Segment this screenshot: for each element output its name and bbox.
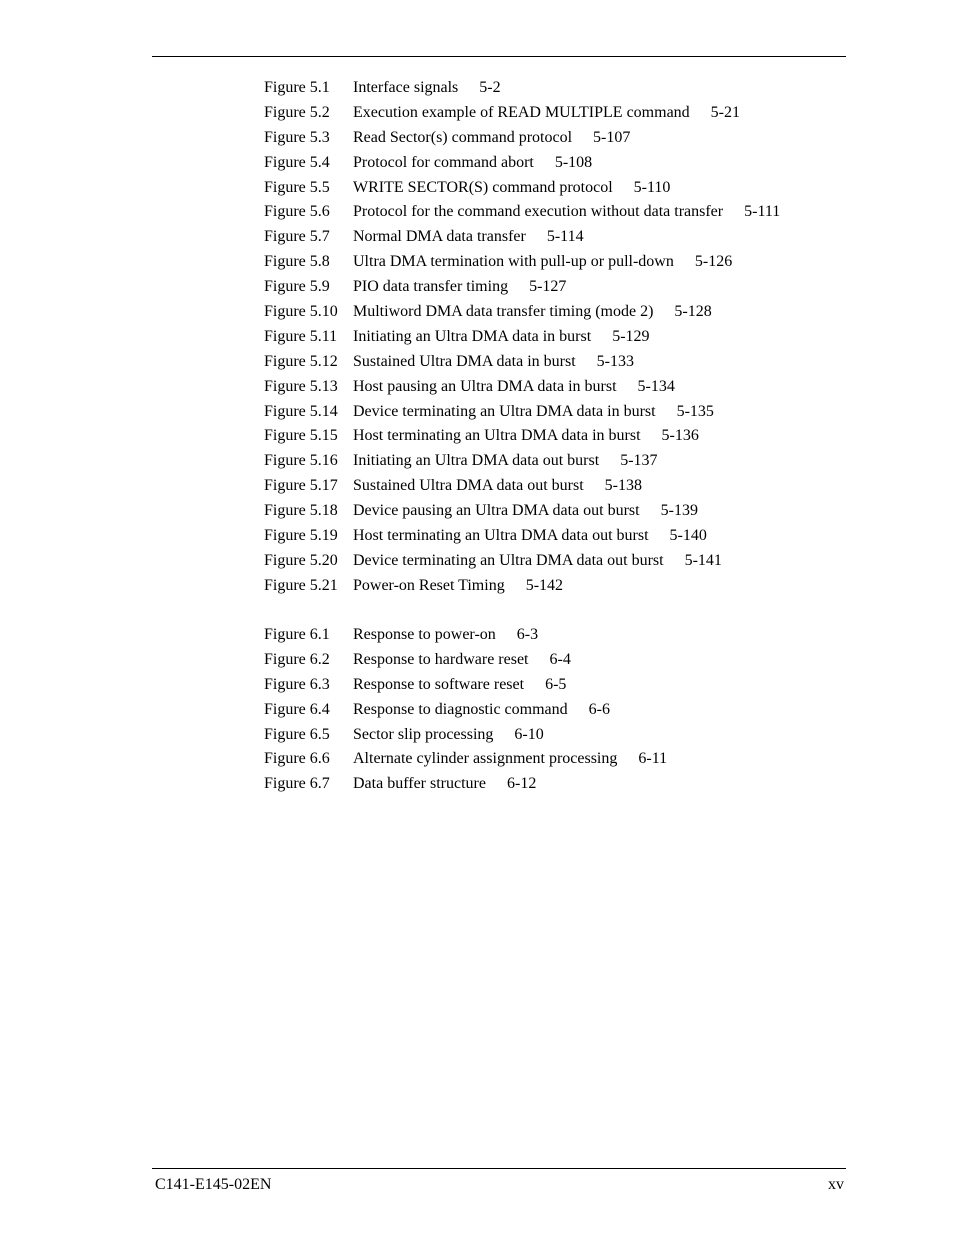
toc-entry[interactable] [264,449,780,474]
figure-title: Device terminating an Ultra DMA data in burst [353,402,656,420]
page-reference: 6-3 [516,626,539,643]
page-reference: 5-137 [620,452,658,470]
toc-entry[interactable] [264,499,780,524]
figure-number: Figure 5.7 [264,228,330,246]
figure-number: Figure 5.20 [264,551,338,569]
figure-number: Figure 5.17 [264,477,338,495]
toc-entry[interactable] [264,698,667,723]
figure-number: Figure 5.4 [264,153,330,171]
toc-entry[interactable] [264,101,780,126]
toc-entry[interactable] [264,250,780,275]
toc-entry[interactable] [264,424,780,449]
toc-entry[interactable] [264,275,780,300]
page-reference: 5-138 [604,477,642,495]
page-number: xv [828,1176,844,1193]
figure-title: Response to diagnostic command [353,700,568,718]
figure-number: Figure 5.6 [264,203,330,221]
figure-title: Normal DMA data transfer [353,228,526,246]
figure-title: Sustained Ultra DMA data out burst [353,477,584,495]
toc-entry[interactable] [264,474,780,499]
figure-title: Power-on Reset Timing [353,576,505,594]
page-reference: 6-6 [588,700,610,718]
page-reference: 5-135 [676,402,714,420]
page-reference: 5-107 [593,128,631,146]
page-reference: 6-11 [638,750,668,768]
figure-title: Host terminating an Ultra DMA data out burst [353,527,649,545]
page-reference: 5-108 [554,153,593,171]
page-reference: 5-127 [529,278,567,296]
figure-title: Ultra DMA termination with pull-up or pull-down [353,253,674,271]
page-reference: 5-134 [637,377,675,395]
figure-title: Device terminating an Ultra DMA data out burst [353,551,664,569]
page-reference: 5-21 [710,103,740,121]
figure-number: Figure 5.21 [264,576,338,594]
figure-number: Figure 5.2 [264,103,330,121]
page-reference: 5-2 [479,79,501,96]
toc-entry[interactable] [264,524,780,549]
page-reference: 5-110 [633,178,671,196]
page-reference: 6-12 [506,775,537,793]
figure-number: Figure 5.11 [264,327,338,345]
figure-title: Sector slip processing [353,725,494,743]
toc-entry[interactable] [264,772,667,797]
figure-list-chapter-5 [264,76,780,599]
figure-title: Response to power-on [353,626,496,643]
toc-entry[interactable] [264,176,780,201]
figure-title: Protocol for command abort [353,153,534,171]
figure-number: Figure 5.5 [264,178,330,196]
figure-number: Figure 5.14 [264,402,338,420]
toc-entry[interactable] [264,673,667,698]
page-reference: 5-141 [684,551,722,569]
toc-entry[interactable] [264,723,667,748]
figure-number: Figure 5.10 [264,303,338,321]
figure-title: Initiating an Ultra DMA data in burst [353,327,592,345]
toc-entry[interactable] [264,747,667,772]
figure-number: Figure 6.7 [264,775,330,793]
toc-entry[interactable] [264,126,780,151]
figure-number: Figure 5.15 [264,427,338,445]
footer-rule [152,1168,846,1169]
toc-entry[interactable] [264,648,667,673]
page-reference: 5-129 [612,327,650,345]
page-reference: 5-136 [661,427,699,445]
toc-entry[interactable] [264,574,780,599]
figure-list-chapter-6 [264,623,667,797]
toc-entry[interactable] [264,375,780,400]
figure-title: Host terminating an Ultra DMA data in burst [353,427,641,445]
figure-title: Data buffer structure [353,775,486,793]
figure-title: Response to software reset [353,675,525,693]
toc-entry[interactable] [264,76,780,101]
figure-title: Multiword DMA data transfer timing (mode 2) [353,303,654,321]
figure-number: Figure 5.8 [264,253,330,271]
figure-number: Figure 6.2 [264,650,330,668]
toc-entry[interactable] [264,400,780,425]
page-reference: 5-128 [674,303,712,321]
document-code: C141-E145-02EN [155,1176,272,1193]
figure-title: Alternate cylinder assignment processing [353,750,618,768]
figure-title: Sustained Ultra DMA data in burst [353,352,576,370]
toc-entry[interactable] [264,200,780,225]
figure-number: Figure 5.9 [264,278,330,296]
page-reference: 5-111 [744,203,781,221]
figure-number: Figure 5.1 [264,79,330,96]
figure-title: Read Sector(s) command protocol [353,128,573,146]
figure-title: Protocol for the command execution without data transfer [353,203,724,221]
figure-number: Figure 6.1 [264,626,330,643]
toc-entry[interactable] [264,623,667,648]
figure-number: Figure 6.3 [264,675,330,693]
page-reference: 5-114 [546,228,584,246]
toc-entry[interactable] [264,549,780,574]
page-reference: 6-5 [545,675,567,693]
header-rule [152,56,846,57]
figure-number: Figure 5.19 [264,527,338,545]
page-reference: 5-142 [525,576,564,594]
toc-entry[interactable] [264,350,780,375]
figure-title: Host pausing an Ultra DMA data in burst [353,377,617,395]
toc-entry[interactable] [264,300,780,325]
figure-title: Execution example of READ MULTIPLE command [353,103,690,121]
figure-title: WRITE SECTOR(S) command protocol [353,178,613,196]
figure-title: Initiating an Ultra DMA data out burst [353,452,600,470]
toc-entry[interactable] [264,151,780,176]
figure-number: Figure 5.13 [264,377,338,395]
page-reference: 6-10 [514,725,544,743]
page-reference: 5-133 [596,352,634,370]
figure-title: Device pausing an Ultra DMA data out burst [353,502,640,520]
figure-title: Interface signals [353,79,459,96]
toc-entry[interactable] [264,325,780,350]
figure-number: Figure 5.3 [264,128,330,146]
page-reference: 5-126 [694,253,733,271]
page-reference: 5-140 [669,527,707,545]
page-reference: 6-4 [549,650,571,668]
toc-entry[interactable] [264,225,780,250]
figure-number: Figure 6.5 [264,725,330,743]
figure-number: Figure 6.6 [264,750,330,768]
figure-number: Figure 5.18 [264,502,338,520]
figure-number: Figure 6.4 [264,700,330,718]
figure-title: PIO data transfer timing [353,278,509,296]
figure-number: Figure 5.16 [264,452,338,470]
page-reference: 5-139 [660,502,698,520]
figure-title: Response to hardware reset [353,650,529,668]
figure-number: Figure 5.12 [264,352,338,370]
